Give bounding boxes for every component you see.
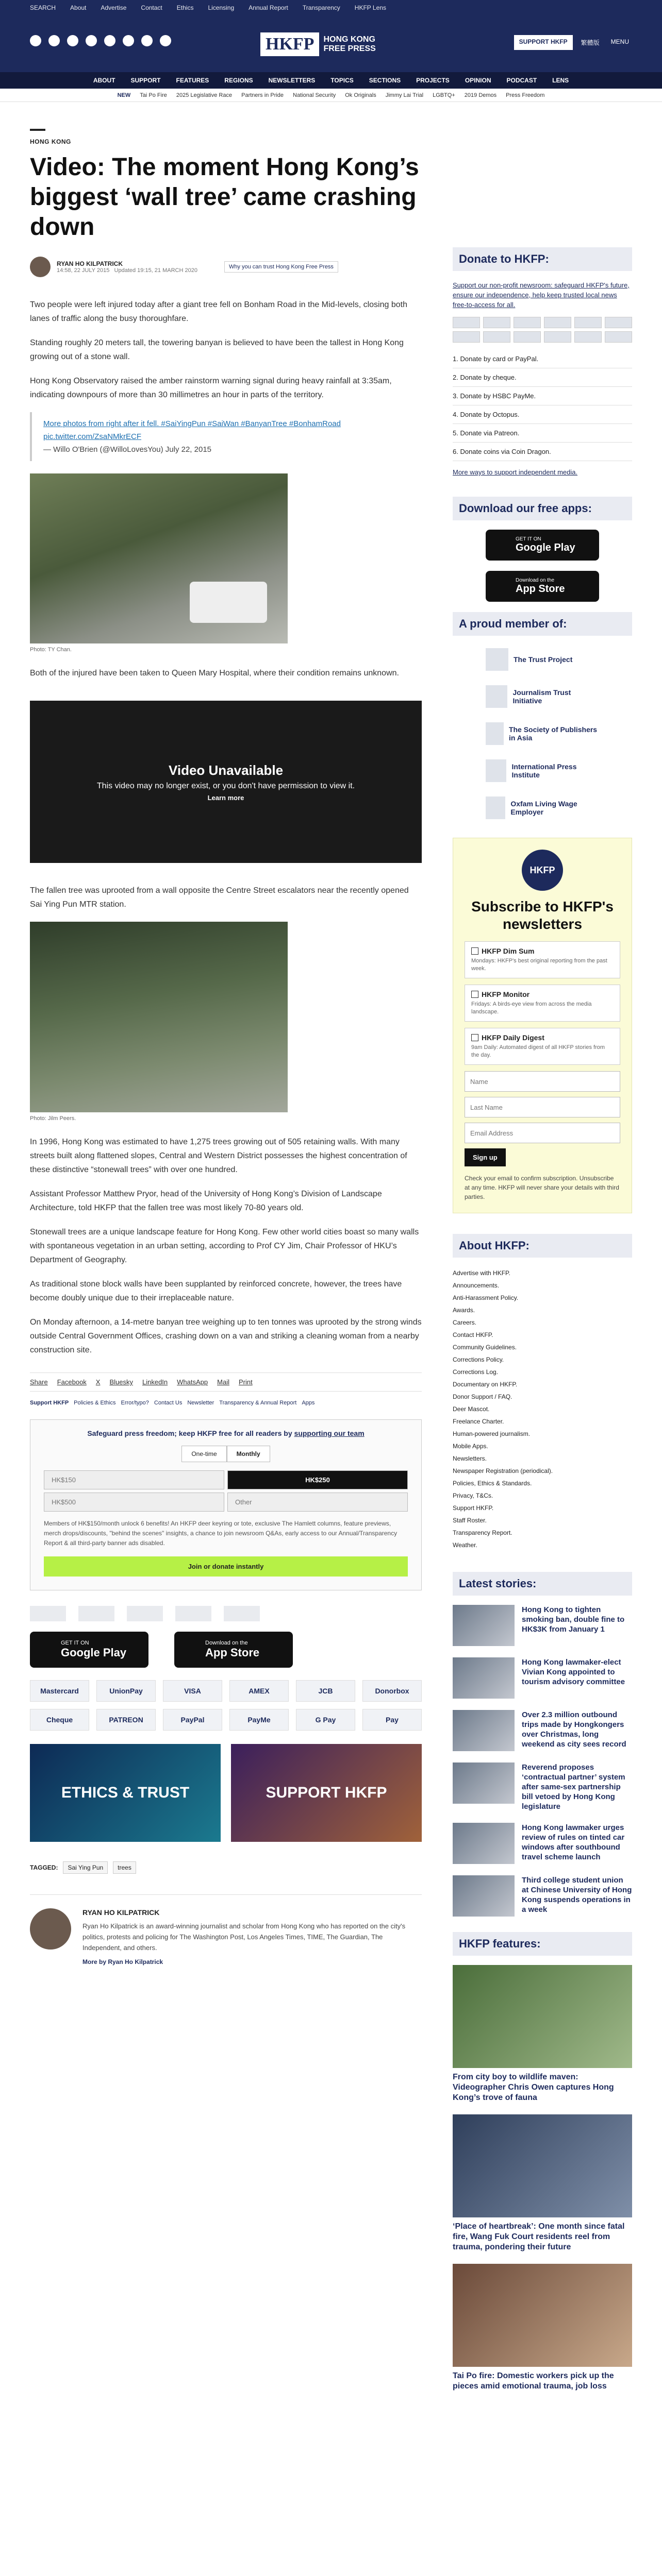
jti-logo[interactable] [78, 1606, 114, 1621]
transparency-link[interactable]: Transparency [302, 4, 340, 11]
cheque-icon[interactable]: Cheque [30, 1709, 89, 1731]
tweet-signature: — Willo O'Brien (@WilloLovesYou) July 22, 2015 [43, 445, 212, 454]
nav-about[interactable]: ABOUT [93, 77, 115, 84]
google-play-button[interactable] [30, 1632, 148, 1668]
trending-item[interactable]: Tai Po Fire [140, 92, 167, 98]
trending-item[interactable]: Partners in Pride [241, 92, 284, 98]
gpay-icon[interactable]: G Pay [296, 1709, 355, 1731]
tree-photo-1 [30, 473, 288, 643]
author-box [30, 1894, 422, 1965]
card-icon [453, 331, 480, 343]
tag-item[interactable]: trees [113, 1861, 136, 1874]
share-print[interactable]: Print [238, 1378, 253, 1386]
about-item[interactable]: Donor Support / FAQ. [453, 1393, 512, 1400]
story-headline[interactable]: Reverend proposes ‘contractual partner’ system after same-sex partnership bill vetoed by Hong Kong legislature [522, 1763, 625, 1811]
sidebar-google-play-button[interactable] [486, 530, 599, 561]
share-mail[interactable]: Mail [217, 1378, 229, 1386]
embedded-tweet [30, 412, 422, 461]
card-icon [514, 317, 541, 328]
nav-sections[interactable]: SECTIONS [369, 77, 401, 84]
jcb-icon[interactable]: JCB [296, 1680, 355, 1702]
contact-link[interactable]: Contact [141, 4, 162, 11]
newsletter-option-monitor[interactable] [465, 985, 620, 1022]
gp-large: Google Play [61, 1646, 127, 1659]
footer-links [30, 1400, 422, 1406]
feature-headline[interactable]: ‘Place of heartbreak’: One month since fatal fire, Wang Fuk Court residents reel from trauma, pondering their future [453, 2222, 625, 2251]
article-paragraph: Both of the injured have been taken to Queen Mary Hospital, where their condition remains unknown. [30, 669, 399, 677]
visa-icon[interactable]: VISA [163, 1680, 222, 1702]
checkbox-icon[interactable] [471, 1034, 478, 1041]
newsletter-badge: HKFP [522, 850, 563, 891]
article-paragraph: As traditional stone block walls have been supplanted by reinforced concrete, however, the trees have become doubly unique due to their irreplaceable nature. [30, 1280, 402, 1302]
site-logo[interactable] [260, 28, 405, 60]
trending-item[interactable]: Press Freedom [506, 92, 545, 98]
jti-icon [486, 685, 507, 708]
feature-image[interactable] [453, 2114, 632, 2217]
payme-icon[interactable]: PayMe [229, 1709, 289, 1731]
threads-icon[interactable] [86, 35, 97, 46]
lens-link[interactable]: HKFP Lens [354, 4, 386, 11]
newsletter-option-name [471, 947, 614, 955]
new-label: NEW [117, 92, 131, 98]
about-item[interactable]: Contact HKFP. [453, 1331, 493, 1338]
member-jti[interactable] [486, 682, 599, 711]
story-thumbnail[interactable] [453, 1762, 515, 1804]
story-headline[interactable]: Hong Kong lawmaker-elect Vivian Kong appointed to tourism advisory committee [522, 1658, 625, 1686]
annual-report-link[interactable]: Annual Report [249, 4, 288, 11]
amount-options [44, 1470, 408, 1512]
contact-link[interactable]: Contact Us [154, 1400, 183, 1406]
about-item[interactable]: Newspaper Registration (periodical). [453, 1467, 553, 1475]
article-paragraph: Two people were left injured today after a giant tree fell on Bonham Road in the Mid-levels, closing both lanes of traffic along the busy thoroughfare. [30, 300, 407, 323]
logo-mark: HKFP [260, 32, 319, 56]
checkbox-icon[interactable] [471, 991, 478, 998]
author-box-text [82, 1908, 422, 1965]
member-label: Journalism Trust Initiative [512, 688, 571, 705]
applepay-icon[interactable]: Pay [362, 1709, 422, 1731]
article-paragraph: Hong Kong Observatory raised the amber rainstorm warning signal during heavy rainfall at 3:35am, indicating downpours of more than 30 millimetres an hour in parts of the territory. [30, 377, 392, 399]
donate-option[interactable]: 1. Donate by card or PayPal. [453, 350, 632, 368]
apps-link[interactable]: Apps [302, 1400, 315, 1406]
youtube-icon[interactable] [104, 35, 115, 46]
card-icon [544, 331, 571, 343]
newsletter-name-text: HKFP Monitor [482, 990, 530, 998]
about-item[interactable]: Privacy, T&Cs. [453, 1492, 493, 1499]
about-item[interactable]: Mobile Apps. [453, 1443, 488, 1450]
publish-date: 14:58, 22 JULY 2015 [57, 267, 110, 274]
about-item[interactable]: Human-powered journalism. [453, 1430, 531, 1437]
feature-image[interactable] [453, 2264, 632, 2367]
share-label[interactable]: Share [30, 1378, 48, 1386]
donate-heading-text: Safeguard press freedom; keep HKFP free for all readers by [87, 1429, 294, 1437]
about-item[interactable]: Advertise with HKFP. [453, 1269, 510, 1277]
about-item[interactable]: Policies, Ethics & Standards. [453, 1480, 532, 1487]
article-paragraph: Standing roughly 20 meters tall, the towering banyan is believed to have been the tallest in Hong Kong growing out of a stone wall. [30, 338, 404, 361]
feature-headline[interactable]: Tai Po fire: Domestic workers pick up the pieces amid emotional trauma, job loss [453, 2371, 614, 2391]
story-thumbnail[interactable] [453, 1605, 515, 1646]
card-icon [605, 317, 632, 328]
bluesky-icon[interactable] [160, 35, 171, 46]
linkedin-icon[interactable] [123, 35, 134, 46]
latest-title: Latest stories: [453, 1572, 632, 1596]
card-icon [483, 317, 510, 328]
logo-text [323, 35, 375, 54]
trending-item[interactable]: Jimmy Lai Trial [385, 92, 424, 98]
latest-story[interactable] [453, 1823, 632, 1864]
policies-link[interactable]: Policies & Ethics [74, 1400, 116, 1406]
donate-option[interactable]: 6. Donate coins via Coin Dragon. [453, 443, 632, 461]
feature-story[interactable] [453, 2264, 632, 2392]
tag-item[interactable]: Sai Ying Pun [63, 1861, 108, 1874]
newsletter-option-name [471, 990, 614, 998]
member-sopa[interactable] [486, 719, 599, 748]
article-paragraph: On Monday afternoon, a 14-metre banyan tree weighing up to ten tonnes was uprooted by the strong winds outside Central Government Offices, crashing down on a van and striking a cleaning woman from a nearby construction site. [30, 1318, 422, 1354]
tag-list [30, 1861, 422, 1874]
instagram-icon[interactable] [67, 35, 78, 46]
mastercard-icon[interactable]: Mastercard [30, 1680, 89, 1702]
feature-story[interactable] [453, 2114, 632, 2252]
article-title: Video: The moment Hong Kong’s biggest ‘wall tree’ came crashing down [30, 154, 419, 241]
article-column [30, 129, 422, 1965]
donate-widget [30, 1419, 422, 1590]
main-nav [0, 72, 662, 89]
card-icon [574, 331, 602, 343]
nav-projects[interactable]: PROJECTS [416, 77, 450, 84]
newsletter-option-name [471, 1033, 614, 1042]
support-link[interactable]: Support HKFP [30, 1400, 69, 1406]
donate-option[interactable]: 5. Donate via Patreon. [453, 424, 632, 443]
apps-title: Download our free apps: [453, 497, 632, 520]
card-icon [574, 317, 602, 328]
ethics-link[interactable]: Ethics [176, 4, 194, 11]
about-item[interactable]: Weather. [453, 1541, 477, 1549]
last-name-input[interactable] [465, 1097, 620, 1117]
advertise-link[interactable]: Advertise [101, 4, 127, 11]
video-title: Video Unavailable [168, 762, 284, 778]
x-icon[interactable] [48, 35, 60, 46]
trending-item[interactable]: 2025 Legislative Race [176, 92, 233, 98]
trending-item[interactable]: National Security [293, 92, 336, 98]
latest-stories [453, 1605, 632, 1917]
donate-option[interactable]: 4. Donate by Octopus. [453, 405, 632, 424]
car-shape [190, 582, 267, 623]
byline-text [57, 260, 197, 274]
nav-support[interactable]: SUPPORT [130, 77, 161, 84]
nav-lens[interactable]: LENS [552, 77, 569, 84]
error-link[interactable]: Error/typo? [121, 1400, 149, 1406]
author-avatar[interactable] [30, 257, 51, 277]
member-oxfam[interactable] [486, 793, 599, 822]
card-icon [605, 331, 632, 343]
feature-headline[interactable]: From city boy to wildlife maven: Videographer Chris Owen captures Hong Kong’s trove of fauna [453, 2073, 614, 2102]
amount-option[interactable]: HK$150 [44, 1470, 224, 1489]
video-embed[interactable] [30, 701, 422, 863]
article-date [57, 267, 197, 274]
latest-story[interactable] [453, 1875, 632, 1917]
newsletter-option-digest[interactable] [465, 1028, 620, 1065]
payment-methods [30, 1680, 422, 1731]
language-toggle[interactable]: 繁體版 [581, 39, 600, 46]
paypal-icon[interactable]: PayPal [163, 1709, 222, 1731]
latest-story[interactable] [453, 1710, 632, 1751]
trust-project-icon [486, 648, 508, 671]
share-whatsapp[interactable]: WhatsApp [177, 1378, 208, 1386]
article-category[interactable]: HONG KONG [30, 138, 71, 145]
logo-text-line2: FREE PRESS [323, 44, 376, 53]
article-paragraph: The fallen tree was uprooted from a wall opposite the Centre Street escalators near the recently opened Sai Ying Pun MTR station. [30, 886, 409, 909]
donate-option[interactable]: 3. Donate by HSBC PayMe. [453, 387, 632, 405]
nav-opinion[interactable]: OPINION [465, 77, 491, 84]
telegram-icon[interactable] [141, 35, 153, 46]
app-store-buttons [30, 1632, 422, 1668]
tree-photo-2 [30, 922, 288, 1112]
photo-caption: Photo: Jilm Peers. [30, 1115, 76, 1122]
article-paragraph: Assistant Professor Matthew Pryor, head of the University of Hong Kong’s Division of Landscape Architecture, told HKFP that the fallen tree was most likely 70-80 years old. [30, 1190, 382, 1212]
sidebar-gp-small: GET IT ON [516, 536, 541, 542]
newsletter-option-desc: 9am Daily: Automated digest of all HKFP stories from the day. [471, 1044, 605, 1058]
newsletter-option-desc: Mondays: HKFP's best original reporting from the past week. [471, 958, 607, 972]
share-facebook[interactable]: Facebook [57, 1378, 87, 1386]
amount-option-selected[interactable]: HK$250 [227, 1470, 408, 1489]
about-item[interactable]: Awards. [453, 1307, 475, 1314]
newsletter-name-text: HKFP Daily Digest [482, 1033, 544, 1042]
search-link[interactable]: SEARCH [30, 4, 56, 11]
photo-caption: Photo: TY Chan. [30, 647, 72, 653]
sopa-icon [486, 722, 504, 745]
about-item[interactable]: Documentary on HKFP. [453, 1381, 518, 1388]
newsletter-name-text: HKFP Dim Sum [482, 947, 535, 955]
promo-banners [30, 1744, 422, 1842]
article-paragraph: Stonewall trees are a unique landscape feature for Hong Kong. Few other world cities boast so many walls with spontaneous vegetation in an urban setting, according to Prof CY Jim, Chair Professor of HKU’s Department of Geography. [30, 1228, 419, 1264]
about-item[interactable]: Transparency Report. [453, 1529, 512, 1536]
site-header [0, 0, 662, 72]
about-item[interactable]: Staff Roster. [453, 1517, 487, 1524]
amount-other[interactable]: Other [227, 1493, 408, 1512]
signup-button[interactable]: Sign up [465, 1148, 506, 1166]
card-icon [483, 331, 510, 343]
feature-story[interactable] [453, 1965, 632, 2103]
join-donate-button[interactable]: Join or donate instantly [44, 1556, 408, 1577]
story-headline[interactable]: Hong Kong to tighten smoking ban, double fine to HK$3K from January 1 [522, 1605, 625, 1634]
author-bio: Ryan Ho Kilpatrick is an award-winning journalist and scholar from Hong Kong who has reported on the city's politics, protests and policing for The Washington Post, Los Angeles Times, TIME, The Guardian, The Independent, and others. [82, 1922, 406, 1952]
author-name[interactable]: RYAN HO KILPATRICK [57, 260, 123, 267]
member-label: International Press Institute [511, 762, 577, 779]
about-item[interactable]: Community Guidelines. [453, 1344, 517, 1351]
story-headline[interactable]: Over 2.3 million outbound trips made by Hongkongers over Christmas, long weekend as city sees record [522, 1710, 626, 1749]
story-thumbnail[interactable] [453, 1710, 515, 1751]
story-thumbnail[interactable] [453, 1657, 515, 1699]
about-title: About HKFP: [453, 1234, 632, 1258]
ethics-banner[interactable]: ETHICS & TRUST [30, 1744, 221, 1842]
share-x[interactable]: X [95, 1378, 101, 1386]
share-bar [30, 1372, 422, 1392]
category-rule [30, 129, 45, 131]
latest-story[interactable] [453, 1762, 632, 1811]
newsletter-fine-print: Check your email to confirm subscription. Unsubscribe at any time. HKFP will never share your details with third parties. [465, 1175, 619, 1200]
about-item[interactable]: Corrections Policy. [453, 1356, 504, 1363]
about-item[interactable]: Support HKFP. [453, 1504, 494, 1512]
story-thumbnail[interactable] [453, 1875, 515, 1917]
unionpay-icon[interactable]: UnionPay [96, 1680, 156, 1702]
support-hkfp-button[interactable]: SUPPORT HKFP [514, 35, 573, 50]
latest-story[interactable] [453, 1605, 632, 1646]
about-item[interactable]: Freelance Charter. [453, 1418, 504, 1425]
sidebar-app-store-button[interactable] [486, 571, 599, 602]
oxfam-logo[interactable] [224, 1606, 260, 1621]
first-name-input[interactable] [465, 1071, 620, 1092]
sidebar-as-large: App Store [516, 583, 565, 595]
byline [30, 257, 422, 277]
story-headline[interactable]: Third college student union at Chinese University of Hong Kong suspends operations in a week [522, 1876, 632, 1914]
video-subtitle: This video may no longer exist, or you don't have permission to view it. [96, 781, 355, 790]
trust-project-logo[interactable] [30, 1606, 66, 1621]
donate-option[interactable]: 2. Donate by cheque. [453, 368, 632, 387]
sidebar [453, 247, 632, 2403]
newsletter-option-dimsum[interactable] [465, 941, 620, 978]
oxfam-icon [486, 796, 505, 819]
facebook-icon[interactable] [30, 35, 41, 46]
monthly-option[interactable]: Monthly [227, 1446, 270, 1462]
utility-links [0, 0, 662, 15]
trending-item[interactable]: 2019 Demos [464, 92, 497, 98]
newsletter-option-desc: Fridays: A birds-eye view from across the media landscape. [471, 1001, 592, 1015]
trending-bar [0, 89, 662, 102]
as-small: Download on the [205, 1640, 248, 1646]
amex-icon[interactable]: AMEX [229, 1680, 289, 1702]
more-by-author-link[interactable]: More by Ryan Ho Kilpatrick [82, 1958, 163, 1965]
about-item[interactable]: Careers. [453, 1319, 477, 1326]
donate-options [453, 350, 632, 461]
sopa-logo[interactable] [127, 1606, 163, 1621]
trending-item[interactable]: LGBTQ+ [433, 92, 455, 98]
patreon-icon[interactable]: PATREON [96, 1709, 156, 1731]
author-box-name[interactable]: RYAN HO KILPATRICK [82, 1908, 160, 1917]
about-item[interactable]: Deer Mascot. [453, 1405, 490, 1413]
video-learn-more[interactable]: Learn more [207, 793, 244, 802]
story-thumbnail[interactable] [453, 1823, 515, 1864]
feature-image[interactable] [453, 1965, 632, 2068]
frequency-toggle [44, 1446, 408, 1462]
feature-stories [453, 1965, 632, 2392]
card-icon [453, 317, 480, 328]
licensing-link[interactable]: Licensing [208, 4, 235, 11]
card-icon [544, 317, 571, 328]
member-label: The Society of Publishers in Asia [508, 725, 598, 742]
share-bluesky[interactable]: Bluesky [109, 1378, 133, 1386]
logo-text-line1: HONG KONG [323, 35, 375, 44]
donate-title: Donate to HKFP: [453, 247, 632, 271]
newsletter-link[interactable]: Newsletter [187, 1400, 214, 1406]
email-input[interactable] [465, 1123, 620, 1143]
sidebar-as-small: Download on the [516, 578, 555, 583]
app-store-button[interactable] [174, 1632, 293, 1668]
donate-heading-link[interactable]: supporting our team [294, 1429, 365, 1437]
sidebar-gp-large: Google Play [516, 542, 575, 553]
donorbox-icon[interactable]: Donorbox [362, 1680, 422, 1702]
menu-button[interactable]: MENU [610, 38, 629, 45]
member-ipi[interactable] [486, 756, 599, 785]
card-icons [453, 317, 632, 343]
ipi-logo[interactable] [175, 1606, 211, 1621]
about-item[interactable]: Newsletters. [453, 1455, 487, 1462]
tweet-text[interactable]: More photos from right after it fell. #SaiYingPun #SaiWan #BanyanTree #BonhamRoad pic.twitter.com/ZsaNMkrECF [43, 419, 341, 441]
nav-newsletters[interactable]: NEWSLETTERS [268, 77, 316, 84]
header-actions [514, 35, 632, 50]
amount-option[interactable]: HK$500 [44, 1493, 224, 1512]
transparency-link[interactable]: Transparency & Annual Report [219, 1400, 297, 1406]
social-icons [30, 35, 171, 46]
donate-intro[interactable]: Support our non-profit newsroom: safeguard HKFP's future, ensure our independence, help keep trusted local news free-to-access for all. [453, 281, 630, 309]
member-label: Oxfam Living Wage Employer [510, 800, 577, 816]
gp-small: GET IT ON [61, 1640, 89, 1646]
nav-features[interactable]: FEATURES [176, 77, 209, 84]
ipi-icon [486, 759, 506, 782]
newsletter-title: Subscribe to HKFP's newsletters [471, 899, 614, 932]
why-trust-link[interactable]: Why you can trust Hong Kong Free Press [224, 261, 338, 273]
member-title: A proud member of: [453, 612, 632, 636]
article-paragraph: In 1996, Hong Kong was estimated to have 1,275 trees growing out of 505 retaining walls. With many streets built along flattened slopes, Central and Western District possesses the highest concentration of these distinctive “stonewall trees” with over one hundred. [30, 1138, 407, 1174]
tags-label: TAGGED: [30, 1864, 58, 1871]
member-trust-project[interactable] [486, 645, 599, 674]
story-headline[interactable]: Hong Kong lawmaker urges review of rules on tinted car windows after southbound travel scheme launch [522, 1823, 625, 1861]
as-large: App Store [205, 1646, 260, 1659]
more-ways-link[interactable]: More ways to support independent media. [453, 468, 578, 476]
card-icon [514, 331, 541, 343]
about-item[interactable]: Corrections Log. [453, 1368, 499, 1376]
updated-date: Updated 19:15, 21 MARCH 2020 [114, 267, 197, 274]
author-box-avatar[interactable] [30, 1908, 71, 1950]
one-time-option[interactable]: One-time [181, 1446, 226, 1462]
nav-regions[interactable]: REGIONS [224, 77, 253, 84]
about-item[interactable]: Anti-Harassment Policy. [453, 1294, 519, 1301]
nav-topics[interactable]: TOPICS [330, 77, 354, 84]
about-link[interactable]: About [70, 4, 87, 11]
member-list [453, 645, 632, 822]
donate-heading [44, 1429, 408, 1437]
trending-item[interactable]: Ok Originals [345, 92, 376, 98]
membership-note: Members of HK$150/month unlock 6 benefits! An HKFP deer keyring or tote, exclusive The Hamlett columns, feature previews, merch drops/discounts, "behind the scenes" insights, a chance to join newsroom Q&As, early access to our Annual/Transparency Report & all third-party banner ads disabled. [44, 1520, 398, 1547]
support-banner[interactable]: SUPPORT HKFP [231, 1744, 422, 1842]
newsletter-widget [453, 838, 632, 1213]
about-list [453, 1267, 632, 1551]
nav-podcast[interactable]: PODCAST [506, 77, 537, 84]
features-title: HKFP features: [453, 1932, 632, 1956]
about-item[interactable]: Announcements. [453, 1282, 500, 1289]
share-linkedin[interactable]: LinkedIn [142, 1378, 168, 1386]
member-label: The Trust Project [514, 655, 573, 664]
checkbox-icon[interactable] [471, 947, 478, 955]
latest-story[interactable] [453, 1657, 632, 1699]
member-logos-strip [30, 1606, 422, 1621]
